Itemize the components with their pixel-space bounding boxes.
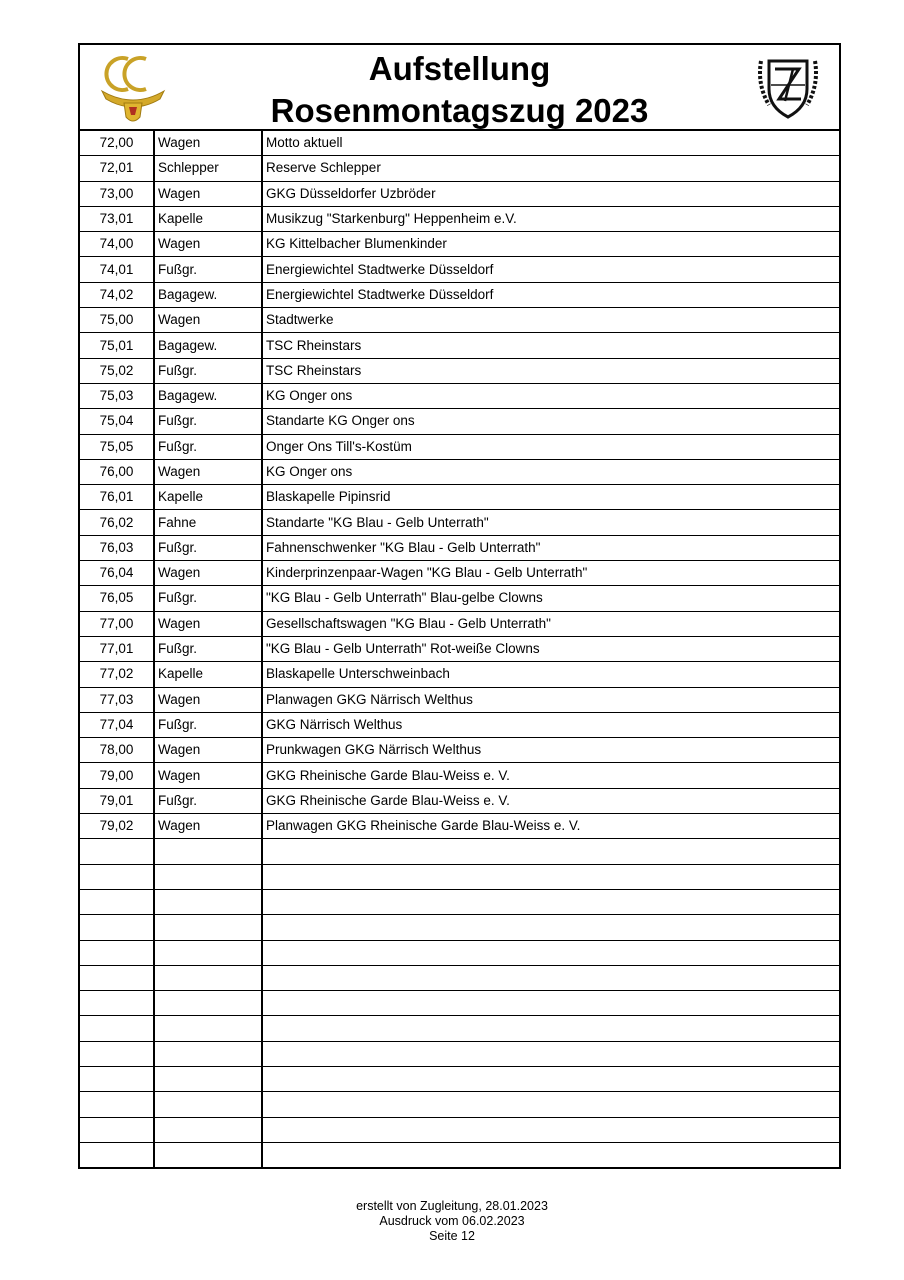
participant-description: TSC Rheinstars bbox=[262, 358, 840, 383]
unit-type: Wagen bbox=[154, 611, 262, 636]
table-row bbox=[79, 485, 840, 510]
position-number: 79,02 bbox=[79, 814, 154, 839]
participant-description bbox=[262, 1117, 840, 1142]
unit-type: Fußgr. bbox=[154, 712, 262, 737]
position-number bbox=[79, 940, 154, 965]
table-row bbox=[79, 510, 840, 535]
unit-type: Fußgr. bbox=[154, 434, 262, 459]
page-title bbox=[80, 48, 839, 132]
unit-type: Bagagew. bbox=[154, 282, 262, 307]
table-row bbox=[79, 687, 840, 712]
table-row bbox=[79, 1041, 840, 1066]
position-number bbox=[79, 1041, 154, 1066]
unit-type: Wagen bbox=[154, 131, 262, 156]
position-number: 75,02 bbox=[79, 358, 154, 383]
position-number: 76,03 bbox=[79, 535, 154, 560]
table-row bbox=[79, 282, 840, 307]
position-number: 79,00 bbox=[79, 763, 154, 788]
unit-type: Kapelle bbox=[154, 662, 262, 687]
table-row bbox=[79, 156, 840, 181]
position-number: 76,05 bbox=[79, 586, 154, 611]
table-row bbox=[79, 662, 840, 687]
participant-description: Musikzug "Starkenburg" Heppenheim e.V. bbox=[262, 206, 840, 231]
position-number bbox=[79, 889, 154, 914]
position-number bbox=[79, 1092, 154, 1117]
position-number: 73,01 bbox=[79, 206, 154, 231]
table-row bbox=[79, 409, 840, 434]
unit-type: Wagen bbox=[154, 814, 262, 839]
position-number bbox=[79, 1066, 154, 1091]
participant-description: Fahnenschwenker "KG Blau - Gelb Unterrath" bbox=[262, 535, 840, 560]
position-number: 76,04 bbox=[79, 561, 154, 586]
participant-description: TSC Rheinstars bbox=[262, 333, 840, 358]
table-row bbox=[79, 1117, 840, 1142]
unit-type bbox=[154, 889, 262, 914]
sheet-header bbox=[78, 43, 841, 130]
table-row bbox=[79, 940, 840, 965]
participant-description: "KG Blau - Gelb Unterrath" Blau-gelbe Clowns bbox=[262, 586, 840, 611]
unit-type: Wagen bbox=[154, 232, 262, 257]
participant-description: Onger Ons Till's-Kostüm bbox=[262, 434, 840, 459]
participant-description bbox=[262, 864, 840, 889]
participant-description bbox=[262, 940, 840, 965]
unit-type: Wagen bbox=[154, 181, 262, 206]
table-row bbox=[79, 561, 840, 586]
table-row bbox=[79, 636, 840, 661]
footer-page-number: Seite 12 bbox=[429, 1229, 475, 1243]
unit-type: Fußgr. bbox=[154, 358, 262, 383]
position-number: 75,00 bbox=[79, 308, 154, 333]
position-number: 75,05 bbox=[79, 434, 154, 459]
position-number: 77,01 bbox=[79, 636, 154, 661]
position-number: 76,02 bbox=[79, 510, 154, 535]
position-number: 75,03 bbox=[79, 383, 154, 408]
table-row bbox=[79, 814, 840, 839]
table-row bbox=[79, 459, 840, 484]
table-row bbox=[79, 1142, 840, 1168]
unit-type: Wagen bbox=[154, 561, 262, 586]
unit-type: Wagen bbox=[154, 738, 262, 763]
participant-description bbox=[262, 1041, 840, 1066]
participant-description bbox=[262, 839, 840, 864]
unit-type bbox=[154, 965, 262, 990]
lineup-table bbox=[78, 130, 841, 1169]
participant-description: Prunkwagen GKG Närrisch Welthus bbox=[262, 738, 840, 763]
table-row bbox=[79, 991, 840, 1016]
participant-description: Planwagen GKG Närrisch Welthus bbox=[262, 687, 840, 712]
zl-laurel-shield-icon bbox=[755, 55, 821, 121]
unit-type bbox=[154, 1066, 262, 1091]
unit-type: Bagagew. bbox=[154, 383, 262, 408]
table-row bbox=[79, 586, 840, 611]
participant-description: Standarte "KG Blau - Gelb Unterrath" bbox=[262, 510, 840, 535]
position-number bbox=[79, 839, 154, 864]
participant-description bbox=[262, 915, 840, 940]
participant-description: "KG Blau - Gelb Unterrath" Rot-weiße Clowns bbox=[262, 636, 840, 661]
table-row bbox=[79, 308, 840, 333]
position-number: 75,04 bbox=[79, 409, 154, 434]
position-number: 76,00 bbox=[79, 459, 154, 484]
position-number: 72,00 bbox=[79, 131, 154, 156]
participant-description bbox=[262, 965, 840, 990]
participant-description: Stadtwerke bbox=[262, 308, 840, 333]
unit-type bbox=[154, 1092, 262, 1117]
unit-type: Wagen bbox=[154, 308, 262, 333]
participant-description: KG Onger ons bbox=[262, 459, 840, 484]
table-row bbox=[79, 915, 840, 940]
participant-description: Kinderprinzenpaar-Wagen "KG Blau - Gelb Unterrath" bbox=[262, 561, 840, 586]
position-number bbox=[79, 1117, 154, 1142]
participant-description: Blaskapelle Unterschweinbach bbox=[262, 662, 840, 687]
participant-description bbox=[262, 1016, 840, 1041]
position-number: 77,04 bbox=[79, 712, 154, 737]
participant-description: GKG Närrisch Welthus bbox=[262, 712, 840, 737]
unit-type: Kapelle bbox=[154, 206, 262, 231]
footer-printed: Ausdruck vom 06.02.2023 bbox=[379, 1214, 525, 1228]
table-row bbox=[79, 1016, 840, 1041]
unit-type: Wagen bbox=[154, 763, 262, 788]
position-number: 74,02 bbox=[79, 282, 154, 307]
participant-description: Gesellschaftswagen "KG Blau - Gelb Unterrath" bbox=[262, 611, 840, 636]
unit-type: Wagen bbox=[154, 459, 262, 484]
unit-type bbox=[154, 839, 262, 864]
unit-type: Kapelle bbox=[154, 485, 262, 510]
participant-description: KG Kittelbacher Blumenkinder bbox=[262, 232, 840, 257]
table-row bbox=[79, 206, 840, 231]
position-number bbox=[79, 991, 154, 1016]
table-row bbox=[79, 232, 840, 257]
participant-description bbox=[262, 1092, 840, 1117]
participant-description: Motto aktuell bbox=[262, 131, 840, 156]
table-row bbox=[79, 965, 840, 990]
position-number bbox=[79, 965, 154, 990]
position-number: 79,01 bbox=[79, 788, 154, 813]
unit-type: Fußgr. bbox=[154, 586, 262, 611]
participant-description: GKG Rheinische Garde Blau-Weiss e. V. bbox=[262, 763, 840, 788]
position-number: 73,00 bbox=[79, 181, 154, 206]
table-row bbox=[79, 131, 840, 156]
unit-type: Schlepper bbox=[154, 156, 262, 181]
position-number bbox=[79, 915, 154, 940]
position-number: 77,00 bbox=[79, 611, 154, 636]
unit-type: Fahne bbox=[154, 510, 262, 535]
position-number bbox=[79, 1016, 154, 1041]
table-row bbox=[79, 333, 840, 358]
unit-type: Fußgr. bbox=[154, 636, 262, 661]
unit-type bbox=[154, 1117, 262, 1142]
participant-description: Energiewichtel Stadtwerke Düsseldorf bbox=[262, 282, 840, 307]
unit-type: Fußgr. bbox=[154, 788, 262, 813]
participant-description: Blaskapelle Pipinsrid bbox=[262, 485, 840, 510]
unit-type bbox=[154, 991, 262, 1016]
table-row bbox=[79, 1092, 840, 1117]
unit-type: Fußgr. bbox=[154, 535, 262, 560]
table-row bbox=[79, 839, 840, 864]
participant-description bbox=[262, 1142, 840, 1168]
table-row bbox=[79, 788, 840, 813]
position-number bbox=[79, 864, 154, 889]
table-row bbox=[79, 763, 840, 788]
participant-description bbox=[262, 1066, 840, 1091]
unit-type bbox=[154, 1041, 262, 1066]
participant-description: Planwagen GKG Rheinische Garde Blau-Weiss e. V. bbox=[262, 814, 840, 839]
title-line-2: Rosenmontagszug 2023 bbox=[270, 92, 649, 129]
unit-type: Fußgr. bbox=[154, 257, 262, 282]
unit-type bbox=[154, 1016, 262, 1041]
position-number: 77,02 bbox=[79, 662, 154, 687]
position-number: 78,00 bbox=[79, 738, 154, 763]
position-number: 74,01 bbox=[79, 257, 154, 282]
unit-type bbox=[154, 940, 262, 965]
table-row bbox=[79, 611, 840, 636]
participant-description: Reserve Schlepper bbox=[262, 156, 840, 181]
footer-created: erstellt von Zugleitung, 28.01.2023 bbox=[356, 1199, 548, 1213]
unit-type: Wagen bbox=[154, 687, 262, 712]
table-row bbox=[79, 535, 840, 560]
table-row bbox=[79, 383, 840, 408]
table-row bbox=[79, 257, 840, 282]
table-row bbox=[79, 712, 840, 737]
title-line-1: Aufstellung bbox=[368, 50, 551, 87]
table-row bbox=[79, 434, 840, 459]
participant-description: Energiewichtel Stadtwerke Düsseldorf bbox=[262, 257, 840, 282]
position-number: 74,00 bbox=[79, 232, 154, 257]
table-row bbox=[79, 738, 840, 763]
participant-description bbox=[262, 889, 840, 914]
table-row bbox=[79, 181, 840, 206]
table-row bbox=[79, 889, 840, 914]
unit-type bbox=[154, 915, 262, 940]
position-number bbox=[79, 1142, 154, 1168]
unit-type bbox=[154, 864, 262, 889]
unit-type: Bagagew. bbox=[154, 333, 262, 358]
participant-description: GKG Rheinische Garde Blau-Weiss e. V. bbox=[262, 788, 840, 813]
participant-description: Standarte KG Onger ons bbox=[262, 409, 840, 434]
position-number: 76,01 bbox=[79, 485, 154, 510]
position-number: 72,01 bbox=[79, 156, 154, 181]
position-number: 77,03 bbox=[79, 687, 154, 712]
participant-description: KG Onger ons bbox=[262, 383, 840, 408]
table-row bbox=[79, 358, 840, 383]
table-row bbox=[79, 864, 840, 889]
unit-type bbox=[154, 1142, 262, 1168]
unit-type: Fußgr. bbox=[154, 409, 262, 434]
participant-description: GKG Düsseldorfer Uzbröder bbox=[262, 181, 840, 206]
page-footer bbox=[0, 1199, 904, 1244]
position-number: 75,01 bbox=[79, 333, 154, 358]
parade-lineup-sheet bbox=[78, 43, 841, 1169]
participant-description bbox=[262, 991, 840, 1016]
table-row bbox=[79, 1066, 840, 1091]
